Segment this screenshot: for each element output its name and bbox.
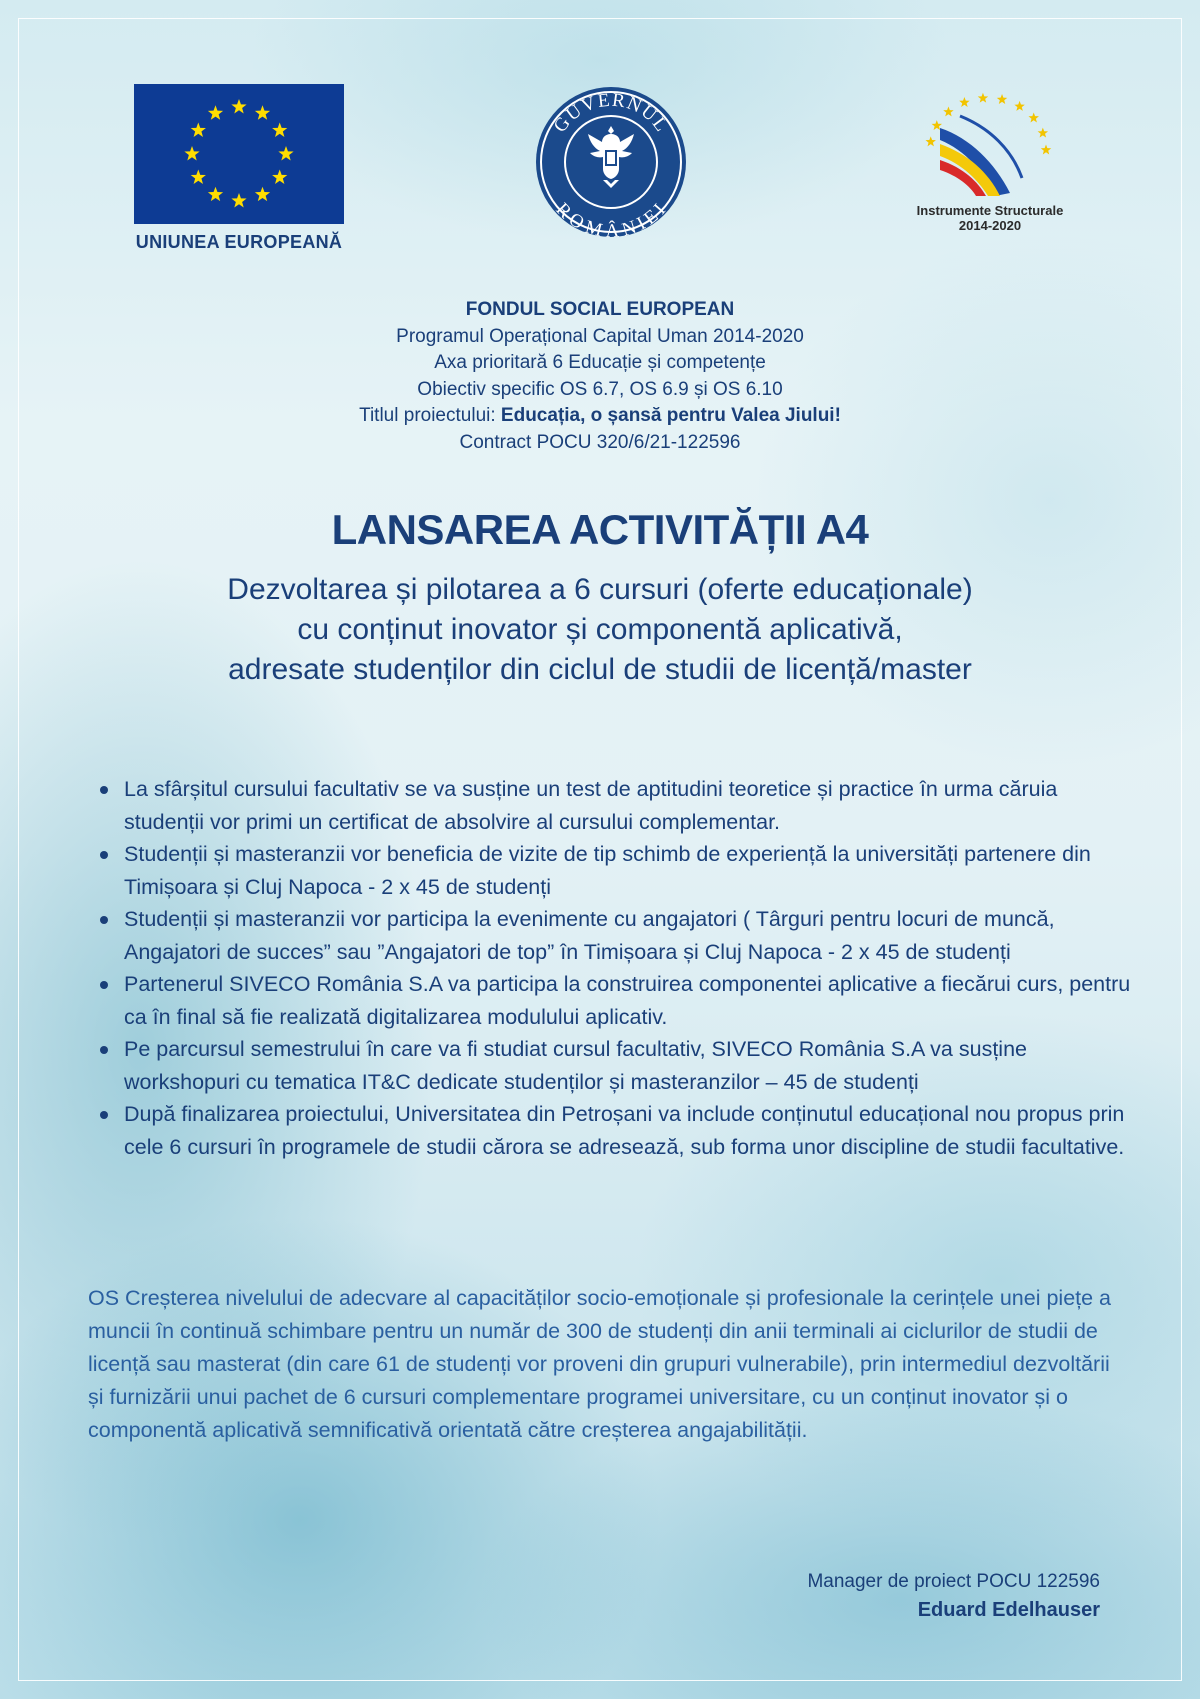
structural-star-icon (978, 93, 988, 103)
priority-axis: Axa prioritară 6 Educație și competențe (434, 352, 766, 373)
bullet-item (100, 773, 1140, 838)
bullet-text: Studenții și masteranzii vor beneficia de vizite de tip schimb de experiență la universități partenere din Timișoara și Cluj Napoca - 2 x 45 de studenți (124, 842, 1091, 899)
bullet-text: Pe parcursul semestrului în care va fi studiat cursul facultativ, SIVECO România S.A va susține workshopuri cu tematica IT&C dedicate studenților și masteranzilor – 45 de studenți (124, 1037, 1027, 1094)
structural-star-icon (1028, 112, 1038, 122)
manager-role: Manager de proiect POCU 122596 (807, 1571, 1100, 1592)
structural-instruments-line1: Instrumente Structurale (916, 203, 1064, 218)
structural-star-icon (943, 106, 953, 116)
government-top-text: GUVERNUL (549, 89, 673, 137)
manager-name: Eduard Edelhauser (917, 1599, 1100, 1621)
activity-subtitle (0, 570, 1200, 690)
government-seal-icon (533, 84, 689, 240)
structural-star-icon (997, 94, 1007, 104)
project-title-line (0, 403, 1200, 430)
structural-instruments-caption (900, 203, 1080, 233)
eu-flag-icon (134, 84, 344, 224)
bullet-text: Partenerul SIVECO România S.A va participa la construirea componentei aplicative a fiecărui curs, pentru ca în final să fie realizată digitalizarea modulului aplicativ. (124, 972, 1131, 1029)
subtitle-line: adresate studenților din ciclul de studii de licență/master (228, 653, 972, 686)
structural-star-icon (1041, 145, 1051, 155)
eu-logo (134, 84, 344, 253)
bullet-item (100, 1033, 1140, 1098)
bullet-dot-icon (100, 981, 108, 989)
structural-instruments-logo (900, 88, 1080, 233)
bullet-dot-icon (100, 1111, 108, 1119)
bullet-dot-icon (100, 1046, 108, 1054)
structural-instruments-icon (900, 88, 1080, 198)
activity-bullet-list (100, 773, 1140, 1163)
structural-instruments-line2: 2014-2020 (958, 218, 1022, 233)
structural-star-icon (959, 97, 969, 107)
objective-paragraph: OS Creșterea nivelului de adecvare al capacităților socio-emoționale și profesionale la cerințele unei piețe a muncii în continuă schimbare pentru un număr de 300 de studenți din anii terminali ai ciclurilor de studii de licență sau masterat (din care 61 de studenți vor proveni din grupuri vulnerabile), prin intermediul dezvoltării și furnizării unui pachet de 6 cursuri complementare programei universitare, cu un conținut inovator și o componentă aplicativă semnificativă orientată către creșterea angajabilității. (88, 1286, 1112, 1442)
operational-program: Programul Operațional Capital Uman 2014-2020 (396, 325, 804, 347)
structural-star-icon (925, 136, 935, 146)
bullet-dot-icon (100, 916, 108, 924)
bullet-item (100, 1098, 1140, 1163)
subtitle-line: cu conținut inovator și componentă aplicativă, (297, 613, 903, 646)
government-bottom-text: ROMÂNIEI (551, 198, 671, 240)
signature-block (807, 1567, 1100, 1625)
project-title-label: Titlul proiectului: (359, 405, 501, 426)
bullet-item (100, 903, 1140, 968)
eu-caption: UNIUNEA EUROPEANĂ (135, 232, 343, 252)
bullet-text: Studenții și masteranzii vor participa la evenimente cu angajatori ( Târguri pentru locuri de muncă, Angajatori de succes” sau ”Angajatori de top” în Timișoara și Cluj Napoca - 2 x 45 de studenți (124, 907, 1055, 964)
project-title: Educația, o șansă pentru Valea Jiului! (500, 405, 841, 426)
fund-name: FONDUL SOCIAL EUROPEAN (465, 299, 735, 320)
page-title: LANSAREA ACTIVITĂȚII A4 (331, 506, 869, 553)
subtitle-line: Dezvoltarea și pilotarea a 6 cursuri (oferte educaționale) (227, 573, 973, 606)
bullet-item (100, 968, 1140, 1033)
program-info (0, 297, 1200, 456)
bullet-text: La sfârșitul cursului facultativ se va susține un test de aptitudini teoretice și practice în urma căruia studenții vor primi un certificat de absolvire al cursului complementar. (124, 777, 1058, 834)
structural-star-icon (1038, 128, 1048, 138)
specific-objective: Obiectiv specific OS 6.7, OS 6.9 și OS 6.10 (417, 378, 783, 400)
structural-star-icon (1014, 101, 1024, 111)
bullet-dot-icon (100, 851, 108, 859)
bullet-item (100, 838, 1140, 903)
bullet-dot-icon (100, 786, 108, 794)
bullet-text: După finalizarea proiectului, Universitatea din Petroșani va include conținutul educațional nou propus prin cele 6 cursuri în programele de studii cărora se adresează, sub forma unor discipline de studii facultative. (124, 1102, 1125, 1159)
contract-number: Contract POCU 320/6/21-122596 (459, 431, 741, 453)
